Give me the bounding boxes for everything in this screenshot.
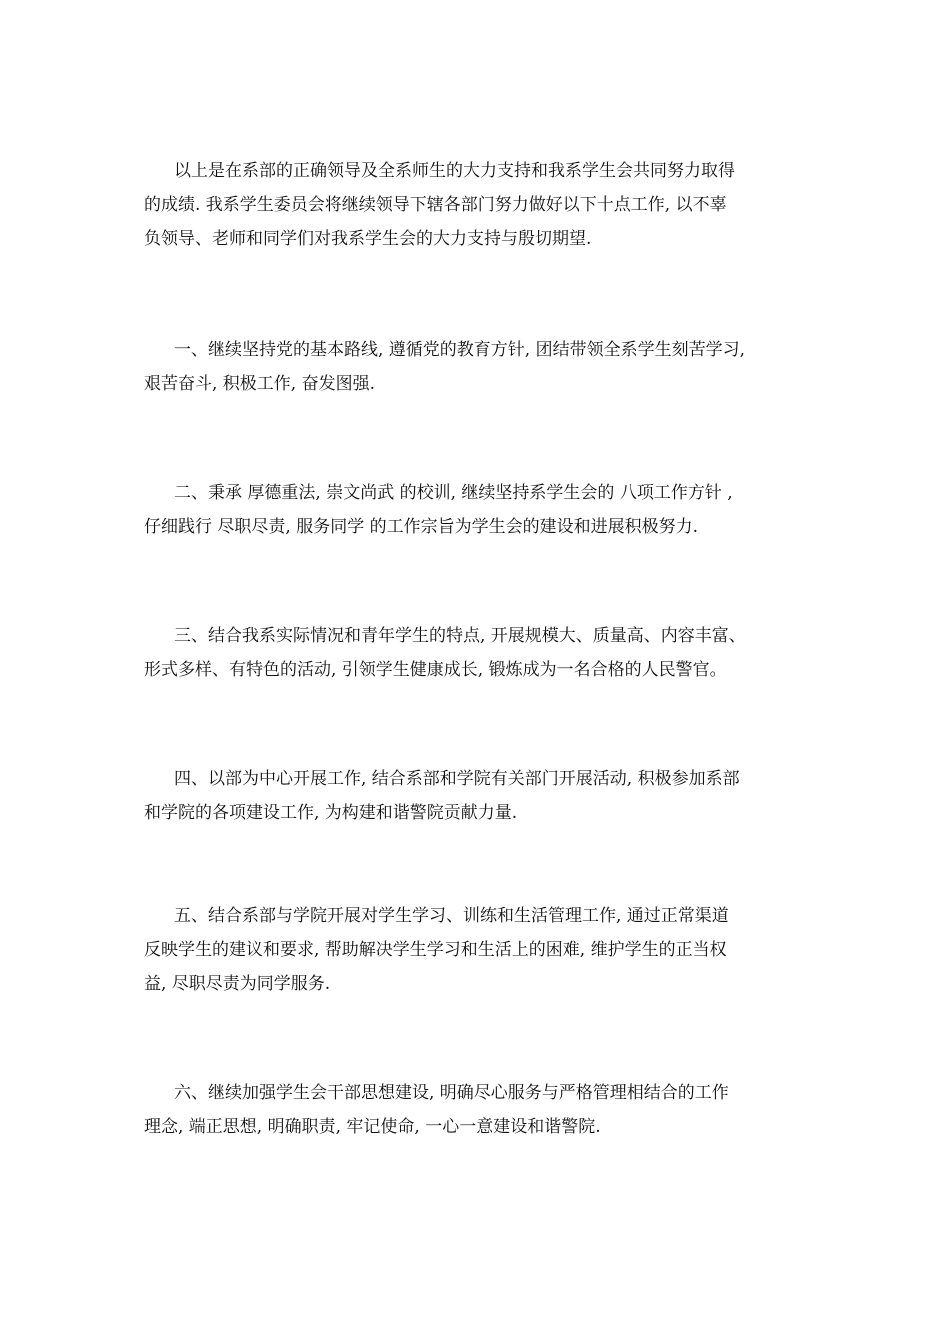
paragraph-item-3 xyxy=(144,619,816,687)
paragraph-line: 和学院的各项建设工作, 为构建和谐警院贡献力量. xyxy=(144,803,518,823)
paragraph-line: 负领导、老师和同学们对我系学生会的大力支持与殷切期望. xyxy=(144,229,592,249)
paragraph-line: 六、继续加强学生会干部思想建设, 明确尽心服务与严格管理相结合的工作 xyxy=(174,1083,729,1103)
paragraph-intro xyxy=(144,154,816,256)
paragraph-item-5 xyxy=(144,899,816,1001)
paragraph-line: 四、以部为中心开展工作, 结合系部和学院有关部门开展活动, 积极参加系部 xyxy=(174,769,740,789)
paragraph-line: 以上是在系部的正确领导及全系师生的大力支持和我系学生会共同努力取得 xyxy=(174,161,735,181)
paragraph-line: 五、结合系部与学院开展对学生学习、训练和生活管理工作, 通过正常渠道 xyxy=(174,906,729,926)
paragraph-item-4 xyxy=(144,762,816,830)
paragraph-line: 一、继续坚持党的基本路线, 遵循党的教育方针, 团结带领全系学生刻苦学习, xyxy=(174,340,746,360)
paragraph-line: 反映学生的建议和要求, 帮助解决学生学习和生活上的困难, 维护学生的正当权 xyxy=(144,940,727,960)
paragraph-line: 三、结合我系实际情况和青年学生的特点, 开展规模大、质量高、内容丰富、 xyxy=(174,626,746,646)
paragraph-item-6 xyxy=(144,1076,816,1144)
paragraph-item-1 xyxy=(144,333,816,401)
paragraph-line: 形式多样、有特色的活动, 引领学生健康成长, 锻炼成为一名合格的人民警官。 xyxy=(144,660,727,680)
paragraph-line: 二、秉承 厚德重法, 崇文尚武 的校训, 继续坚持系学生会的 八项工作方针 , xyxy=(174,483,733,503)
paragraph-line: 理念, 端正思想, 明确职责, 牢记使命, 一心一意建设和谐警院. xyxy=(144,1117,601,1137)
paragraph-line: 的成绩. 我系学生委员会将继续领导下辖各部门努力做好以下十点工作, 以不辜 xyxy=(144,195,727,215)
paragraph-item-2 xyxy=(144,476,816,544)
paragraph-line: 益, 尽职尽责为同学服务. xyxy=(144,974,331,994)
paragraph-line: 仔细践行 尽职尽责, 服务同学 的工作宗旨为学生会的建设和进展积极努力. xyxy=(144,517,699,537)
paragraph-line: 艰苦奋斗, 积极工作, 奋发图强. xyxy=(144,374,376,394)
